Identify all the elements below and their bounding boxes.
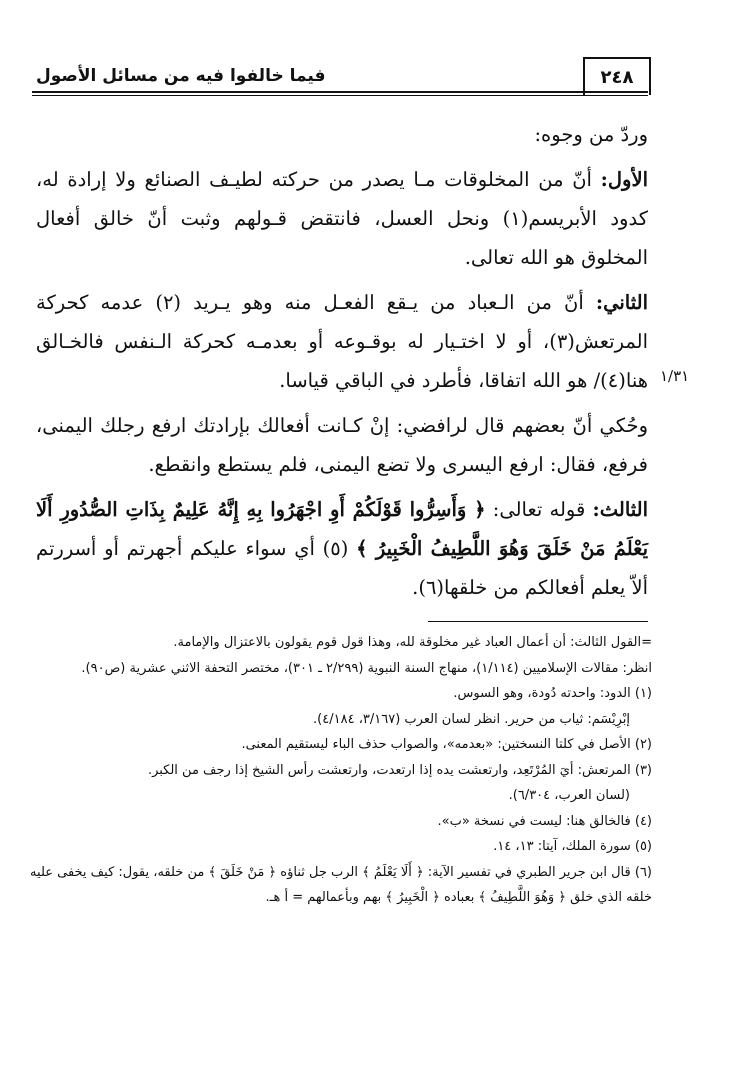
quran-verse: ﴿ وَأَسِرُّوا قَوْلَكُمْ أَوِ اجْهَرُوا بِهِ إِنَّهُ عَلِيمٌ بِذَاتِ الصُّدُورِ أَلَا يَعْلَمُ مَنْ خَلَقَ وَهُوَ اللَّطِيفُ الْخَبِيرُ ﴾ [36,498,648,560]
footnote-line: (٣) المرتعش: أيَ المُرْتَعِد، وارتعشت يده إذا ارتعدت، وارتعشت رأس الشيخ إذا رجف من الكبر. [147,762,652,778]
running-header-title: فيما خالفوا فيه من مسائل الأصول [36,66,326,86]
paragraph-second [36,283,648,400]
footnote-line: (١) الدود: واحدته دُودة، وهو السوس. [453,686,652,701]
footnote-line: انظر: مقالات الإسلاميين (١/١١٤)، منهاج السنة النبوية (٢/٢٩٩ ـ ٣٠١)، مختصر التحفة الاثني عشرية (ص٩٠). [81,660,652,676]
manuscript-folio-marker: ١/٣١ [660,367,690,385]
second-lead: الثاني: [595,291,648,314]
footnote-line: (٦) قال ابن جرير الطبري في تفسير الآية: ﴿ أَلَا يَعْلَمُ ﴾ الرب جل ثناؤه ﴿ مَنْ خَلَقَ ﴾ من خلقه، يقول: كيف يخفى عليه خلقه الذي خلق ﴿ وَهُوَ اللَّطِيفُ ﴾ بعباده ﴿ الْخَبِيرُ ﴾ بهم وبأعمالهم = أ هـ. [30,864,652,905]
paragraph-third [36,490,648,607]
third-lead: الثالث: [592,498,649,521]
main-text [36,115,648,613]
footnotes [26,630,652,911]
paragraph-first [36,160,648,277]
paragraph-anecdote: وحُكي أنّ بعضهم قال لرافضي: إنْ كـانت أفعالك بإرادتك ارفع رجلك اليمنى، فرفع، فقال: ارفع اليسرى ولا تضع اليمنى، فلم يستطع وانقطع. [36,414,648,476]
footnote-line: (٥) سورة الملك، آيتا: ١٣، ١٤. [493,839,652,854]
third-post: (٥) أي سواء عليكم أجهرتم أو أسررتم ألاّ يعلم أفعالكم من خلقها(٦). [36,537,648,599]
first-lead: الأول: [600,168,648,191]
footnote-line: (لسان العرب، ٦/٣٠٤). [508,788,630,803]
footnote-separator [428,621,648,622]
second-text: أنّ من الـعباد من يـقع الفعـل منه وهو يـريد (٢) عدمه كحركة المرتعش(٣)، أو لا اختـيار له بوقـوعه أو بعدمـه كحركة الـنفس فالخـالق هنا(٤)/ هو الله اتفاقا، فأطرد في الباقي قياسا. [36,291,648,392]
footnote-line: (٤) فالخالق هنا: ليست في نسخة «ب». [437,813,652,829]
footnote-line: (٢) الأصل في كلتا النسختين: «بعدمه»، والصواب حذف الباء ليستقيم المعنى. [241,737,652,752]
intro-line: وردّ من وجوه: [534,123,648,146]
footnote-line: =القول الثالث: أن أعمال العباد غير مخلوقة لله، وهذا قول قوم يقولون بالاعتزال والإمامة. [173,635,652,650]
first-text: أنّ من المخلوقات مـا يصدر من حركته لطيـف الصنائع ولا إرادة له، كدود الأبريسم(١) ونحل العسل، فانتقض قـولهم وثبت أنّ خالق أفعال المخلوق هو الله تعالى. [36,168,648,269]
header-divider [32,91,648,93]
header-divider-thin [32,95,648,96]
third-pre: قوله تعالى: [492,498,586,521]
footnote-line: إبْرِيْسَم: ثياب من حرير. انظر لسان العرب (٣/١٦٧، ٤/١٨٤). [313,711,630,727]
page-number: ٢٤٨ [583,57,651,95]
